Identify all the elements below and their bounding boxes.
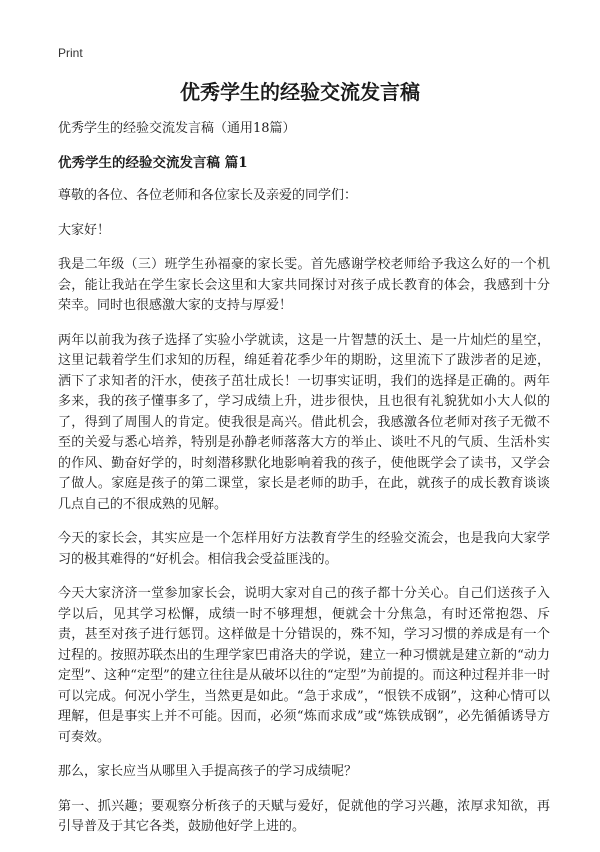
print-label: Print (58, 46, 83, 60)
paragraph-habits: 今天大家济济一堂参加家长会，说明大家对自己的孩子都十分关心。自己们送孩子入学以后，见其学习松懈，成绩一时不够理想，便就会十分焦急，有时还常抱怨、斥责，甚至对孩子进行惩罚。这样做是十分错误的，殊不知，学习习惯的养成是有一个过程的。按照苏联杰出的生理学家巴甫洛夫的学说，建立一种习惯就是建立新的“动力定型”、这种“定型”的建立往往是从破坏以往的“定型”为前提的。而这种过程并非一时可以完成。何况小学生，当然更是如此。“急于求成”，“恨铁不成钢”，这种心情可以理解，但是事实上并不可能。因而，必须“炼而求成”或“炼铁成钢”，必先循循诱导方可奏效。 (58, 586, 550, 745)
paragraph-question: 那么，家长应当从哪里入手提高孩子的学习成绩呢？ (58, 764, 358, 779)
section-heading: 优秀学生的经验交流发言稿 篇1 (58, 155, 248, 171)
document-body (58, 119, 550, 852)
paragraph-point-one: 第一、抓兴趣；要观察分析孩子的天赋与爱好，促就他的学习兴趣，浓厚求知欲，再引导普及于其它各类，鼓励他好学上进的。 (58, 798, 550, 834)
paragraph-intro: 我是二年级（三）班学生孙福豪的家长雯。首先感谢学校老师给予我这么好的一个机会，能让我站在学生家长会这里和大家共同探讨对孩子成长教育的体会，我感到十分荣幸。同时也很感激大家的支持与厚爱！ (58, 257, 550, 313)
page-title: 优秀学生的经验交流发言稿 (180, 80, 420, 104)
paragraph-meeting: 今天的家长会，其实应是一个怎样用好方法教育学生的经验交流会，也是我向大家学习的极其难得的“好机会。相信我会受益匪浅的。 (58, 531, 550, 567)
paragraph-greeting: 尊敬的各位、各位老师和各位家长及亲爱的同学们： (58, 188, 358, 203)
paragraph-school-choice: 两年以前我为孩子选择了实验小学就读，这是一片智慧的沃土、是一片灿烂的星空，这里记载着学生们求知的历程，绵延着花季少年的期盼，这里流下了跋涉者的足迹，洒下了求知者的汗水，使孩子茁壮成长！一切事实证明，我们的选择是正确的。两年多来，我的孩子懂事多了，学习成绩上升，进步很快，且也很有礼貌犹如小大人似的了，得到了周围人的肯定。使我很是高兴。借此机会，我感激各位老师对孩子无微不至的关爱与悉心培养，特别是孙静老师落落大方的举止、谈吐不凡的气质、生活朴实的作风、勤奋好学的，时刻潜移默化地影响着我的孩子，使他既学会了读书，又学会了做人。家庭是孩子的第二课堂，家长是老师的助手，在此，就孩子的成长教育谈谈几点自己的不很成熟的见解。 (58, 332, 550, 512)
paragraph-hello: 大家好！ (58, 222, 111, 238)
document-subtitle: 优秀学生的经验交流发言稿（通用18篇） (58, 121, 296, 136)
